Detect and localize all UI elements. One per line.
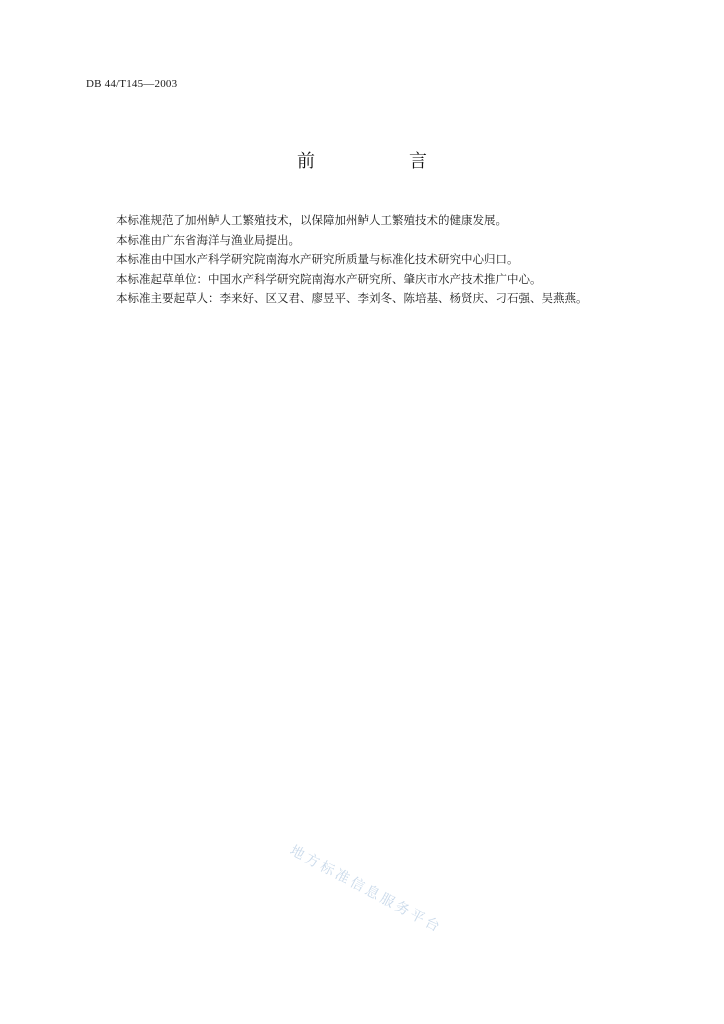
- watermark: 地方标准信息服务平台: [287, 842, 445, 937]
- paragraph-drafters: 本标准主要起草人：李来好、区又君、廖昱平、李刘冬、陈培基、杨贤庆、刁石强、吴燕燕。: [116, 291, 588, 305]
- page-title: 前 言: [297, 151, 465, 172]
- foreword-body: [116, 211, 656, 309]
- paragraph-scope: 本标准规范了加州鲈人工繁殖技术，以保障加州鲈人工繁殖技术的健康发展。: [116, 213, 507, 227]
- paragraph-proposer: 本标准由广东省海洋与渔业局提出。: [116, 232, 300, 247]
- paragraph-drafting-units: 本标准起草单位：中国水产科学研究院南海水产研究所、肇庆市水产技术推广中心。: [116, 271, 542, 286]
- paragraph-centralized-unit: 本标准由中国水产科学研究院南海水产研究所质量与标准化技术研究中心归口。: [116, 252, 519, 266]
- document-code: DB 44/T145—2003: [86, 78, 178, 90]
